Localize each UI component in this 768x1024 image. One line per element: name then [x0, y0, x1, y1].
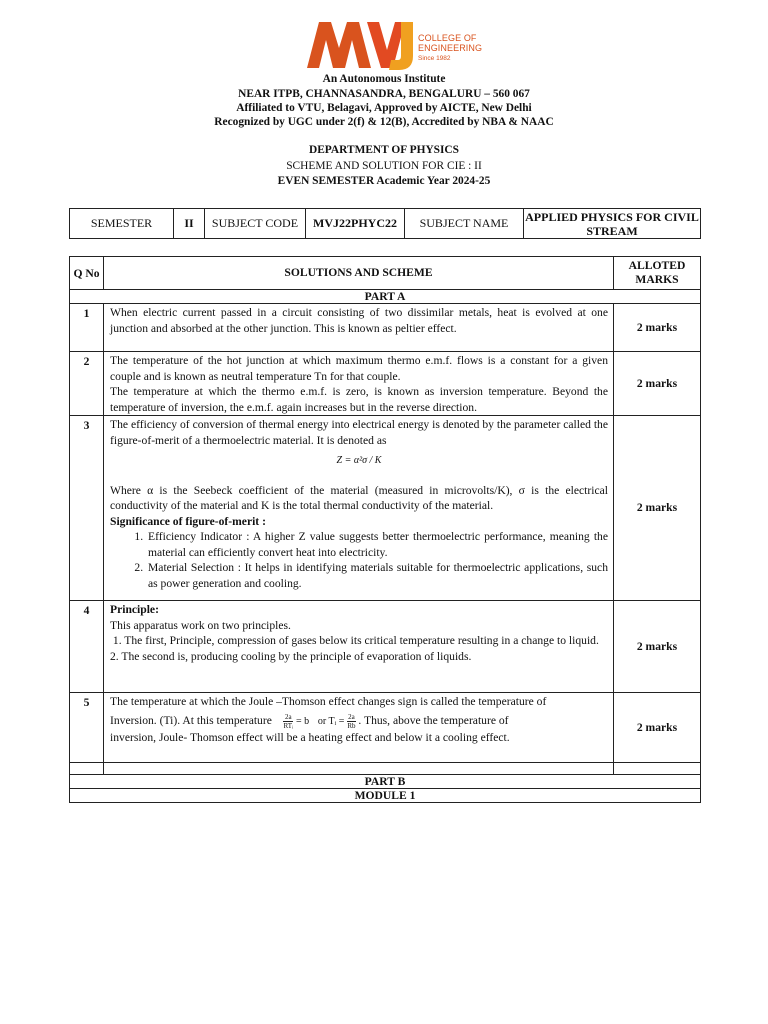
answer-paragraph: Where α is the Seebeck coefficient of the material (measured in microvolts/K), σ is the electrical conductivity of the material and K is the total thermal conductivity of the material. [110, 483, 608, 512]
subject-name-label: SUBJECT NAME [405, 209, 524, 239]
header-recognition: Recognized by UGC under 2(f) & 12(B), Accredited by NBA & NAAC [214, 116, 554, 128]
subject-code-label: SUBJECT CODE [205, 209, 306, 239]
logo-line-1: COLLEGE OF [418, 33, 477, 43]
scheme-title: SCHEME AND SOLUTION FOR CIE : II [286, 160, 482, 172]
answer-paragraph: The efficiency of conversion of thermal energy into electrical energy is denoted by the parameter called the figure-of-merit of a thermoelectric material. It is denoted as [110, 418, 608, 447]
subject-code-value: MVJ22PHYC22 [306, 209, 405, 239]
semester-value: II [174, 209, 205, 239]
answer-text: . Thus, above the temperature of [358, 713, 509, 727]
semester-title: EVEN SEMESTER Academic Year 2024-25 [277, 175, 491, 187]
question-row-4 [70, 601, 701, 693]
marks-cell: 2 marks [614, 601, 701, 693]
answer-paragraph: The temperature at which the thermo e.m.f. is zero, is known as inversion temperature. Beyond the temperature of inversion, the e.m.f. again increases but in the reverse direction. [110, 385, 608, 414]
answer-line: The temperature at which the Joule –Thomson effect changes sign is called the temperature of [110, 695, 547, 708]
inversion-formula-fraction-1: $\frac{2a}{\text{RTᵢ}}$ [283, 712, 294, 730]
answer-line: This apparatus work on two principles. [110, 618, 291, 632]
significance-list [110, 529, 608, 591]
logo-text [418, 34, 482, 64]
answer-text: When electric current passed in a circuit consisting of two dissimilar metals, heat is evolved at one junction and absorbed at the other junction. This is known as peltier effect. [104, 304, 614, 352]
list-item: 2. Material Selection : It helps in identifying materials suitable for thermoelectric applications, such as power generation and cooling. [146, 560, 608, 591]
department-title: DEPARTMENT OF PHYSICS [308, 144, 459, 156]
mvj-logo-mark [305, 16, 417, 72]
marks-cell: 2 marks [614, 352, 701, 416]
question-number: 1 [70, 304, 104, 352]
answer-cell [104, 693, 614, 763]
answer-text: Inversion. (Ti). At this temperature [110, 713, 272, 727]
answer-cell [104, 601, 614, 693]
empty-cell [614, 763, 701, 775]
header-affiliation: Affiliated to VTU, Belagavi, Approved by AICTE, New Delhi [236, 102, 532, 114]
question-number: 2 [70, 352, 104, 416]
subject-name-value: APPLIED PHYSICS FOR CIVIL STREAM [525, 209, 699, 238]
part-a-heading: PART A [70, 290, 701, 304]
semester-label: SEMESTER [70, 209, 174, 239]
question-row-1 [70, 304, 701, 352]
figure-of-merit-formula: Z = α²σ / K [336, 455, 382, 466]
empty-cell [104, 763, 614, 775]
answer-line: 2. The second is, producing cooling by the principle of evaporation of liquids. [110, 649, 472, 663]
header-autonomous: An Autonomous Institute [322, 73, 446, 85]
question-row-3 [70, 416, 701, 601]
header-address: NEAR ITPB, CHANNASANDRA, BENGALURU – 560 067 [238, 88, 530, 100]
logo-line-3: Since 1982 [418, 55, 451, 62]
empty-cell [70, 763, 104, 775]
question-number: 3 [70, 416, 104, 601]
spacer-row [70, 763, 701, 775]
answer-cell [104, 352, 614, 416]
subject-info-table [69, 208, 701, 239]
list-item: 1. Efficiency Indicator : A higher Z value suggests better thermoelectric performance, meaning the material can efficiently convert heat into electricity. [146, 529, 608, 560]
formula-text: or Tᵢ = [317, 715, 345, 727]
formula-text: = b [296, 715, 310, 727]
inversion-formula-fraction-2: $\frac{2a}{Rb}$ [347, 712, 356, 730]
solutions-table [69, 256, 701, 803]
significance-heading: Significance of figure-of-merit : [110, 514, 266, 528]
question-row-5 [70, 693, 701, 763]
answer-line: inversion, Joule- Thomson effect will be a heating effect and below it a cooling effect. [110, 730, 510, 744]
marks-cell: 2 marks [614, 416, 701, 601]
marks-cell: 2 marks [614, 693, 701, 763]
principle-heading: Principle: [110, 603, 159, 616]
header-qno: Q No [70, 257, 104, 290]
question-number: 4 [70, 601, 104, 693]
question-row-2 [70, 352, 701, 416]
part-b-heading: PART B [70, 775, 701, 789]
answer-cell [104, 416, 614, 601]
header-marks: ALLOTED MARKS [614, 257, 701, 290]
answer-line-with-formula [110, 713, 608, 730]
marks-cell: 2 marks [614, 304, 701, 352]
module-1-heading: MODULE 1 [70, 789, 701, 803]
answer-line: 1. The first, Principle, compression of gases below its critical temperature resulting in a change to liquid. [110, 634, 599, 647]
header-solutions: SOLUTIONS AND SCHEME [104, 257, 614, 290]
logo-line-2: ENGINEERING [418, 42, 483, 53]
answer-paragraph: The temperature of the hot junction at which maximum thermo e.m.f. flows is a constant for a given couple and is known as neutral temperature Tn for that couple. [110, 354, 608, 383]
college-logo [305, 16, 485, 72]
question-number: 5 [70, 693, 104, 763]
